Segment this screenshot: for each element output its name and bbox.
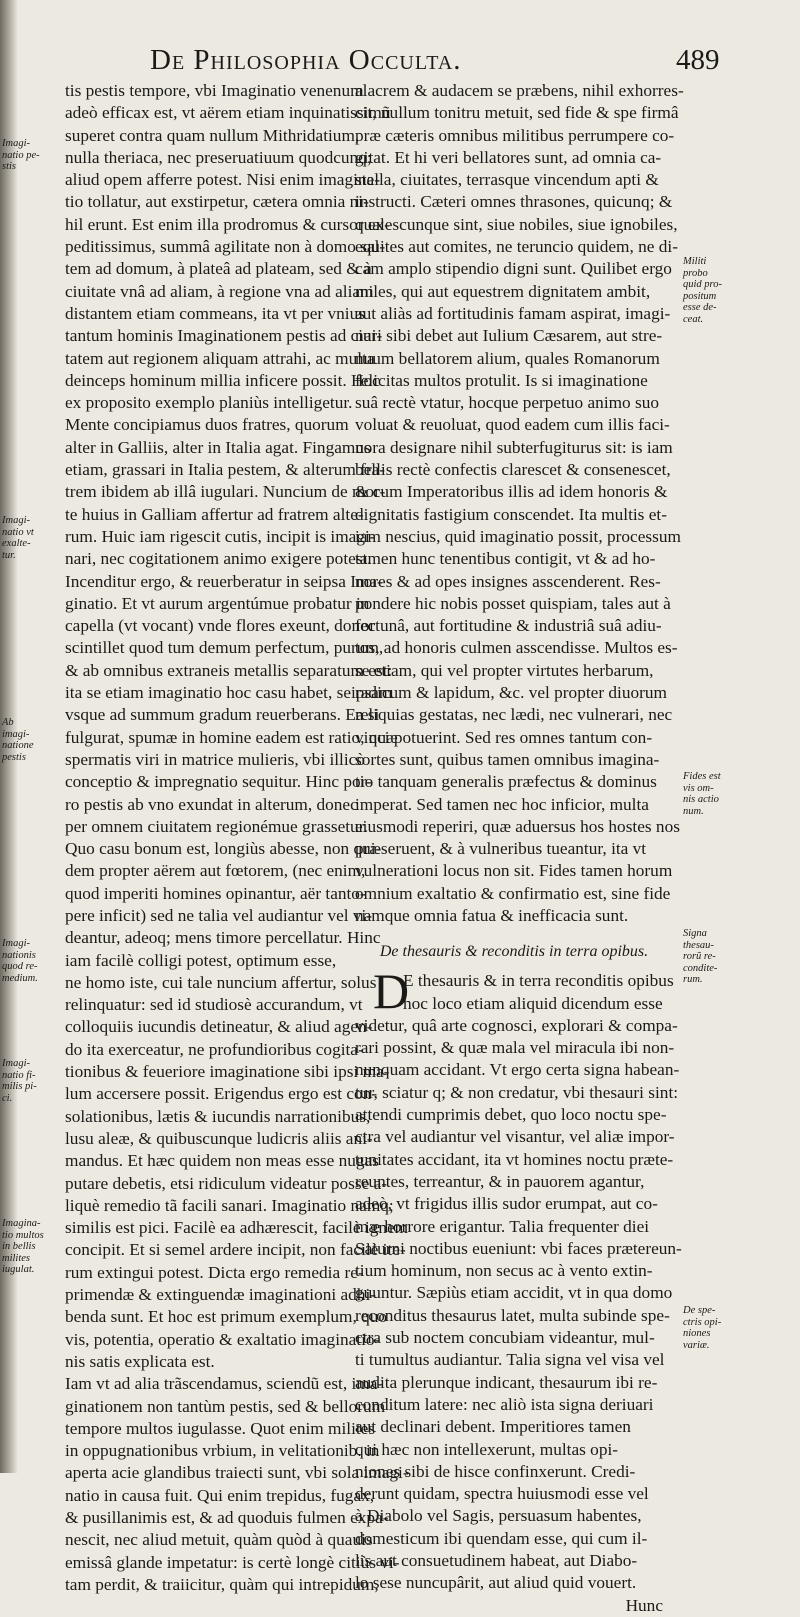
text-line: lis aut consuetudinem habeat, aut Diabo- — [355, 1551, 638, 1570]
text-line: vsque ad summum gradum reuerberans. Ea si — [65, 705, 380, 725]
text-line: emissâ glande impetatur: is certè longè citiùs vi- — [65, 1552, 400, 1572]
text-line: capella (vt vocant) vnde flores exeunt, donec — [65, 616, 376, 636]
margin-note-line: stis — [2, 161, 17, 172]
text-line: nulla theriaca, nec preseruatiuum quodcunq; — [65, 147, 372, 167]
text-line: omnium exaltatio & confirmatio est, sine fide — [355, 883, 671, 903]
right-column — [355, 80, 684, 1617]
margin-note-line: exalte- — [2, 538, 31, 549]
text-line: sortes sunt, quibus tamen omnibus imagina- — [355, 749, 660, 769]
text-line: solationibus, lætis & iucundis narrationibus, — [65, 1106, 371, 1126]
text-line: aut declinari debent. Imperitiores tamen — [355, 1417, 631, 1437]
margin-note-line: niones — [683, 1328, 711, 1339]
margin-note — [683, 771, 721, 817]
text-line: reliquias gestatas, nec lædi, nec vulnerari, nec — [355, 705, 673, 725]
text-line: dem propter aërem aut fœtorem, (nec enim, — [65, 861, 366, 881]
margin-note — [683, 928, 717, 986]
text-line: vulnerationi locus non sit. Fides tamen horum — [355, 861, 673, 881]
margin-note-line: Militi — [683, 256, 707, 267]
text-line: qui hæc non intellexerunt, multas opi- — [355, 1439, 619, 1459]
margin-note-line: Imagi- — [2, 138, 30, 149]
text-line: præseruent, & à vulneribus tueantur, ita vt — [355, 839, 647, 859]
text-line: adeò, vt frigidus illis sudor erumpat, aut co- — [355, 1194, 658, 1214]
text-line: adeò efficax est, vt aërem etiam inquinatissimũ — [65, 103, 391, 123]
text-line: deantur, adeoq; mens timore percellatur. Hinc — [65, 928, 381, 948]
text-line: stella, ciuitates, terrasque vincendum apti & — [355, 170, 659, 190]
margin-note-line: pestis — [2, 751, 26, 763]
margin-note — [2, 1058, 37, 1104]
margin-note-line: vis om- — [683, 782, 714, 794]
text-line: quod imperiti homines opinantur, aër tanto- — [65, 883, 366, 903]
text-line: ctra vel audiantur vel visantur, vel aliæ impor- — [355, 1127, 675, 1147]
margin-note — [2, 938, 38, 984]
text-line: pere inficit) sed ne talia vel audiantur vel vi- — [65, 905, 373, 925]
text-line: natio in causa fuit. Qui enim trepidus, fugax, — [65, 1485, 375, 1505]
text-line: tium hominum, non secus ac à vento extin- — [355, 1261, 653, 1281]
text-line: nuum bellatorem alium, quales Romanorum — [355, 348, 660, 368]
text-line: nari sibi debet aut Iulium Cæsarem, aut stre- — [355, 326, 663, 346]
text-line: rum. Huic iam rigescit cutis, incipit is imagi- — [65, 526, 376, 546]
text-line: tur, sciatur q; & non credatur, vbi thesauri sint: — [355, 1082, 679, 1102]
text-line: ctra sub noctem concubiam videantur, mul- — [355, 1328, 655, 1348]
margin-note-line: imagi- — [2, 728, 30, 740]
page-number: 489 — [676, 44, 720, 76]
text-line: pondere hic nobis posset quispiam, tales aut à — [355, 593, 671, 613]
text-line: & ab omnibus extraneis metallis separatum est: — [65, 660, 393, 680]
text-line: mandus. Et hæc quidem non meas esse nugas — [65, 1151, 379, 1171]
text-line: nores & ad opes insignes asscenderent. Res- — [355, 571, 661, 591]
drop-capital: D — [373, 963, 410, 1020]
margin-note-line: natio vt — [2, 526, 34, 538]
margin-note-line: nationis — [2, 949, 36, 961]
text-line: Iam vt ad alia trãscendamus, sciendũ est, ima- — [65, 1374, 384, 1394]
text-line: tionibus & feueriore imaginatione sibi ipsi ma- — [65, 1062, 390, 1082]
text-line: & cum Imperatoribus illis ad idem honoris & — [355, 482, 668, 502]
text-line: aliud opem afferre potest. Nisi enim imagina- — [65, 170, 380, 190]
text-line: mæ horrore erigantur. Talia frequenter diei — [355, 1216, 650, 1236]
text-line: tamen hunc tenentibus contigit, vt & ad ho- — [355, 549, 656, 569]
margin-note-line: Imagi- — [2, 1058, 30, 1069]
text-line: lum accersere possit. Erigendus ergo est con- — [65, 1084, 378, 1104]
text-line: alter in Galliis, alter in Italia agat. Fingamus — [65, 437, 371, 457]
text-line: reconditus thesaurus latet, multa subinde spe- — [355, 1305, 670, 1325]
text-line: ti tumultus audiantur. Talia signa vel visa vel — [355, 1350, 665, 1370]
margin-note-line: positum — [683, 290, 717, 302]
text-line: miles, qui aut equestrem dignitatem ambit, — [355, 281, 651, 301]
text-line: felicitas multos protulit. Is si imaginatione — [355, 370, 648, 390]
text-line: voluat & reuoluat, quod eadem cum illis faci- — [355, 415, 670, 435]
text-line: Mente concipiamus duos fratres, quorum — [65, 415, 349, 435]
margin-note-line: medium. — [2, 972, 38, 984]
text-line: ex proposito exemplo planiùs intelligetur. — [65, 393, 353, 413]
text-line: tunitates accidant, ita vt homines noctu præte- — [355, 1149, 674, 1169]
text-line: ginatio. Et vt aurum argentúmue probatur in — [65, 593, 370, 613]
margin-note-line: variæ. — [683, 1339, 710, 1351]
margin-note-line: Fides est — [683, 771, 721, 782]
section-heading: De thesauris & reconditis in terra opibus. — [379, 943, 649, 961]
text-line: lo sese nuncupârit, aut aliud quid vouert. — [355, 1573, 637, 1593]
text-line: primendæ & extinguendæ imaginationi adhi- — [65, 1285, 377, 1305]
margin-note — [2, 717, 34, 763]
text-line: præ cæteris omnibus militibus perrumpere co- — [355, 125, 675, 145]
margin-note-line: Imagi- — [2, 515, 30, 526]
margin-note — [683, 1305, 721, 1351]
margin-note-line: Imagi- — [2, 938, 30, 949]
text-line: spermatis viri in matrice mulieris, vbi illicò — [65, 749, 365, 769]
text-line: domesticum ibi quendam esse, qui cum il- — [355, 1528, 648, 1548]
right-column-text-bottom — [355, 1015, 682, 1595]
margin-note-line: ceat. — [683, 313, 704, 325]
text-line: derunt quidam, spectra huiusmodi esse vel — [355, 1484, 649, 1504]
margin-note-line: num. — [683, 805, 704, 817]
margin-note-line: ctris opi- — [683, 1316, 722, 1328]
text-line: tem ad domum, à plateâ ad plateam, sed & à — [65, 259, 372, 279]
margin-note-line: nis actio — [683, 794, 719, 805]
text-line: tantum hominis Imaginationem pestis ad ciui- — [65, 326, 383, 346]
margin-note-line: De spe- — [683, 1305, 716, 1316]
running-head: De Philosophia Occulta. — [150, 44, 462, 76]
left-column — [65, 80, 409, 1596]
text-line: hil erunt. Est enim illa prodromus & cursor ex- — [65, 214, 390, 234]
text-line: niones sibi de hisce confinxerunt. Credi- — [355, 1461, 636, 1481]
margin-note-line: natio pe- — [2, 149, 40, 161]
text-line: attendi cumprimis debet, quo loco noctu spe- — [355, 1105, 667, 1125]
text-line: conceptio & impregnatio sequitur. Hinc por- — [65, 772, 372, 792]
text-line: guuntur. Sæpiùs etiam accidit, vt in qua domo — [355, 1283, 673, 1303]
text-line: iam facilè colligi potest, optimum esse, — [65, 950, 337, 970]
text-line: ro pestis ab vno exundat in alterum, donec — [65, 794, 358, 814]
text-line: aperta acie glandibus traiecti sunt, vbi sola imagi- — [65, 1463, 409, 1483]
text-line: tam perdit, & traiicitur, quàm qui intrepidum, — [65, 1574, 379, 1594]
margin-note-line: natio fi- — [2, 1069, 36, 1081]
text-line: qualescunque sint, siue nobiles, siue ignobiles, — [355, 214, 678, 234]
text-line: relinquatur: sed id studiosè accurandum, vt — [65, 995, 363, 1015]
second-line-text: hoc loco etiam aliquid dicendum esse — [403, 993, 663, 1013]
text-line: vinci potuerint. Sed res omnes tantum con- — [355, 727, 653, 747]
text-line: audita plerunque indicant, thesaurum ibi re- — [355, 1372, 658, 1392]
text-line: cit, nullum tonitru metuit, sed fide & spe firmâ — [355, 103, 679, 123]
margin-note-line: esse de- — [683, 302, 717, 313]
margin-note-line: iugulat. — [2, 1264, 35, 1275]
text-line: cam amplo stipendio digni sunt. Quilibet ergo — [355, 259, 672, 279]
text-line: liquè remedio tã facili sanari. Imaginatio namq; — [65, 1195, 394, 1215]
text-line: deinceps hominum millia inficere possit. Hoc — [65, 370, 380, 390]
margin-note-line: Signa — [683, 928, 707, 939]
margin-note-line: probo — [683, 267, 708, 279]
margin-note-line: milites — [2, 1252, 30, 1264]
text-line: concipit. Et si semel ardere incipit, non facilè ite- — [65, 1240, 406, 1260]
text-line: nis satis explicata est. — [65, 1351, 215, 1371]
text-line: te huius in Galliam affertur ad fratrem alte- — [65, 504, 364, 524]
text-line: dignitatis fastigium conscendet. Ita multis et- — [355, 504, 667, 524]
text-line: do ita exerceatur, ne profundioribus cogita- — [65, 1039, 364, 1059]
text-line: peditissimus, summâ agilitate non à domo sal- — [65, 237, 386, 257]
margin-note-line: Imagina- — [2, 1218, 41, 1229]
text-line: ne homo iste, cui tale nuncium affertur, solus — [65, 972, 377, 992]
text-line: nari, nec cogitationem animo exigere potest. — [65, 549, 372, 569]
text-line: bellis rectè confectis clarescet & consenescet, — [355, 460, 671, 480]
text-line: tempore multos iugulasse. Quot enim milites — [65, 1418, 376, 1438]
text-line: Incenditur ergo, & reuerberatur in seipsa Ima- — [65, 571, 383, 591]
text-line: fortunâ, aut fortitudine & industriâ suâ adiu- — [355, 616, 662, 636]
text-line: rari possint, & quæ mala vel miracula ibi non- — [355, 1038, 675, 1058]
margin-note-line: tio multos — [2, 1229, 44, 1241]
margin-note — [683, 256, 722, 325]
text-line: videtur, quâ arte cognosci, explorari & compa- — [355, 1015, 678, 1035]
text-line: similis est pici. Facilè ea adhærescit, facilè ignem — [65, 1218, 409, 1238]
text-line: tis pestis tempore, vbi Imaginatio venenum — [65, 81, 364, 100]
margin-note — [2, 515, 34, 561]
text-line: rum extingui potest. Dicta ergo remedia re- — [65, 1262, 364, 1282]
text-line: vis, potentia, operatio & exaltatio imaginatio- — [65, 1329, 381, 1349]
text-line: suâ rectè vtatur, hocque perpetuo animo suo — [355, 393, 660, 413]
text-line: à Diabolo vel Sagis, persuasum habentes, — [355, 1506, 642, 1526]
text-line: tio tanquam generalis præfectus & dominus — [355, 772, 657, 792]
text-line: gitat. Et hi veri bellatores sunt, ad omnia ca- — [355, 147, 662, 167]
text-line: in oppugnationibus vrbium, in velitationib. in — [65, 1441, 380, 1461]
text-line: imperat. Sed tamen nec hoc inficior, multa — [355, 794, 649, 814]
margin-note-line: condite- — [683, 962, 718, 974]
text-line: etiam, grassari in Italia pestem, & alterum fra- — [65, 460, 386, 480]
text-line: tio tollatur, aut exstirpetur, cætera omnia ni- — [65, 192, 369, 212]
right-column-text-top — [355, 80, 684, 927]
text-line: Saturni noctibus eueniunt: vbi faces prætereun- — [355, 1238, 682, 1258]
first-line-text: E thesauris & in terra reconditis opibus — [403, 971, 674, 991]
margin-note-line: quid pro- — [683, 279, 722, 290]
text-line: superet contra quam nullum Mithridatium, — [65, 125, 360, 145]
text-line: putare debetis, etsi ridiculum videatur posse a- — [65, 1173, 388, 1193]
text-line: reuntes, terreantur, & in pauorem agantur, — [355, 1171, 645, 1191]
text-line: scintillet quod tum demum perfectum, purum, — [65, 638, 384, 658]
text-line: namque omnia fatua & inefficacia sunt. — [355, 905, 629, 925]
text-line: conditum latere: nec aliò ista signa deriuari — [355, 1394, 654, 1414]
text-line: aut aliàs ad fortitudinis famam aspirat, imagi- — [355, 303, 671, 323]
margin-note — [2, 138, 40, 173]
text-line: per omnem ciuitatem regionémue grassetur. — [65, 816, 368, 836]
text-line: tos, ad honoris culmen asscendisse. Multos es- — [355, 638, 678, 658]
text-line: distantem etiam commeans, ita vt per vnius — [65, 303, 365, 323]
text-line: ginationem non tantùm pestis, sed & bellorum — [65, 1396, 386, 1416]
text-line: se etiam, qui vel propter virtutes herbarum, — [355, 660, 654, 680]
text-line: Quo casu bonum est, longiùs abesse, non qui- — [65, 839, 382, 859]
text-line: nunquam accidant. Vt ergo certa signa habean- — [355, 1060, 680, 1080]
text-line: tatem aut regionem aliquam attrahi, ac multa — [65, 348, 375, 368]
margin-note-line: thesau- — [683, 939, 714, 951]
text-line: radicum & lapidum, &c. vel propter diuorum — [355, 683, 667, 703]
margin-note-line: tur. — [2, 549, 16, 561]
text-line: & pusillanimis est, & ad quoduis fulmen expa- — [65, 1508, 389, 1527]
text-line: trem ibidem ab illâ iugulari. Nuncium de mor- — [65, 482, 386, 502]
text-line: ciuitate vnâ ad aliam, à regione vna ad aliam — [65, 281, 374, 301]
margin-note — [2, 1218, 44, 1276]
text-line: equites aut comites, ne teruncio quidem, ne di- — [355, 237, 678, 257]
catchword: Hunc — [625, 1595, 663, 1615]
text-line: alacrem & audacem se præbens, nihil exhorres- — [355, 81, 684, 100]
text-line: nora designare nihil subterfugiturus sit: is iam — [355, 437, 673, 457]
text-line: lusu aleæ, & quibuscunque ludicris aliis ani- — [65, 1128, 373, 1148]
margin-note-line: milis pi- — [2, 1081, 37, 1092]
margin-note-line: in bellis — [2, 1241, 36, 1252]
text-line: benda sunt. Et hoc est primum exemplum, quo — [65, 1307, 388, 1327]
text-line: iam nescius, quid imaginatio possit, processum — [355, 526, 681, 546]
text-line: instructi. Cæteri omnes thrasones, quicunq; & — [355, 192, 673, 212]
text-line: nescit, nec aliud metuit, quàm quòd à quauis — [65, 1530, 373, 1550]
margin-note-line: rum. — [683, 974, 703, 985]
text-line: ita se etiam imaginatio hoc casu habet, seipsam — [65, 683, 393, 703]
text-line: fulgurat, spumæ in homine eadem est ratio, quæ — [65, 727, 398, 747]
margin-note-line: natione — [2, 740, 34, 751]
margin-note-line: quod re- — [2, 961, 38, 972]
text-line: eiusmodi reperiri, quæ aduersus hos hostes nos — [355, 816, 680, 836]
text-line: colloquiis iucundis detineatur, & aliud agen- — [65, 1017, 373, 1037]
margin-note-line: Ab — [2, 717, 14, 728]
margin-note-line: ci. — [2, 1092, 13, 1104]
margin-note-line: rorũ re- — [683, 951, 716, 962]
